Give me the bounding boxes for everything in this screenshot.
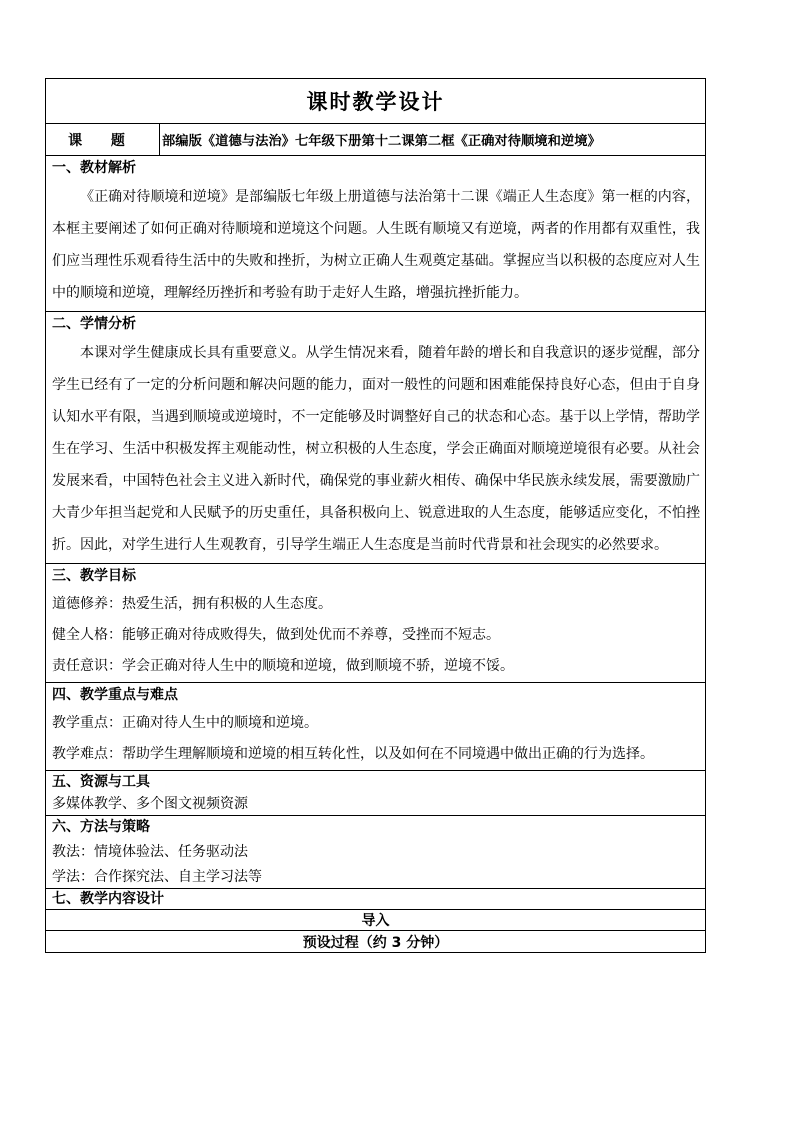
process-row (46, 931, 705, 952)
section-paragraph: 《正确对待顺境和逆境》是部编版七年级上册道德与法治第十二课《端正人生态度》第一框的内容，本框主要阐述了如何正确对待顺境和逆境这个问题。人生既有顺境又有逆境，两者的作用都有双重性，我们应当理性乐观看待生活中的失败和挫折，为树立正确人生观奠定基础。掌握应当以积极的态度应对人生中的顺境和逆境，理解经历挫折和考验有助于走好人生路，增强抗挫折能力。 (52, 189, 700, 301)
page-title: 课时教学设计 (306, 90, 445, 114)
section-methods (46, 816, 705, 889)
section-heading: 四、教学重点与难点 (52, 687, 178, 703)
method-line: 教法：情境体验法、任务驱动法 (52, 844, 248, 860)
objective-line: 责任意识：学会正确对待人生中的顺境和逆境，做到顺境不骄，逆境不馁。 (52, 658, 514, 674)
section-teaching-objectives (46, 564, 705, 683)
intro-row (46, 910, 705, 931)
process-label: 预设过程（约 3 分钟） (302, 934, 449, 951)
objective-line: 道德修养：热爱生活，拥有积极的人生态度。 (52, 596, 332, 612)
topic-row (46, 124, 705, 156)
section-heading: 一、教材解析 (52, 160, 136, 176)
title-row (46, 79, 705, 124)
key-point-line: 教学难点：帮助学生理解顺境和逆境的相互转化性，以及如何在不同境遇中做出正确的行为选择。 (52, 746, 654, 762)
objective-line: 健全人格：能够正确对待成败得失，做到处优而不养尊，受挫而不短志。 (52, 627, 500, 643)
section-learner-analysis (46, 312, 705, 564)
section-heading: 五、资源与工具 (52, 774, 150, 790)
section-heading: 七、教学内容设计 (52, 891, 164, 907)
section-paragraph: 本课对学生健康成长具有重要意义。从学生情况来看，随着年龄的增长和自我意识的逐步觉醒，部分学生已经有了一定的分析问题和解决问题的能力，面对一般性的问题和困难能保持良好心态，但由于自身认知水平有限，当遇到顺境或逆境时，不一定能够及时调整好自己的状态和心态。基于以上学情，帮助学生在学习、生活中积极发挥主观能动性，树立积极的人生态度，学会正确面对顺境逆境很有必要。从社会发展来看，中国特色社会主义进入新时代，确保党的事业薪火相传、确保中华民族永续发展，需要激励广大青少年担当起党和人民赋予的历史重任，具备积极向上、锐意进取的人生态度，能够适应变化，不怕挫折。因此，对学生进行人生观教育，引导学生端正人生态度是当前时代背景和社会现实的必然要求。 (52, 345, 700, 553)
lesson-design-table (45, 78, 706, 953)
section-heading: 二、学情分析 (52, 316, 136, 332)
intro-label: 导入 (361, 913, 390, 929)
method-line: 学法：合作探究法、自主学习法等 (52, 869, 262, 885)
topic-value: 部编版《道德与法治》七年级下册第十二课第二框《正确对待顺境和逆境》 (162, 134, 601, 149)
key-point-line: 教学重点：正确对待人生中的顺境和逆境。 (52, 715, 318, 731)
section-resources (46, 771, 705, 816)
section-content-design (46, 889, 705, 910)
section-key-points (46, 683, 705, 771)
section-heading: 六、方法与策略 (52, 819, 150, 835)
resource-line: 多媒体教学、多个图文视频资源 (52, 796, 248, 812)
topic-label: 课 题 (46, 124, 160, 155)
section-heading: 三、教学目标 (52, 568, 136, 584)
section-textbook-analysis (46, 156, 705, 312)
